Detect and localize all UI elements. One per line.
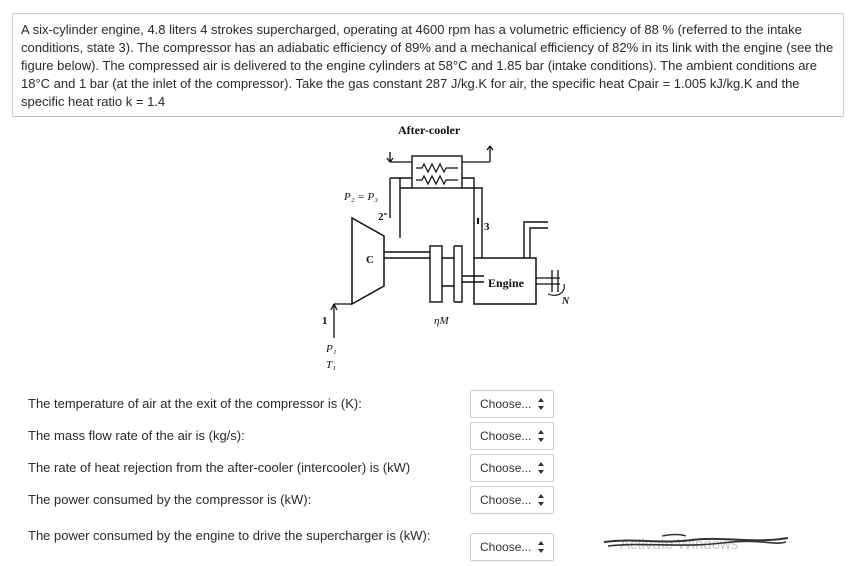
select-value: Choose... [480, 429, 532, 443]
compressor-shaft [384, 252, 430, 258]
problem-statement [12, 13, 844, 117]
engine-label: Engine [488, 276, 525, 290]
answer-select-3[interactable] [470, 454, 554, 482]
inlet-arrow [331, 304, 337, 338]
gear-train [442, 246, 462, 302]
question-label-1: The temperature of air at the exit of the compressor is (K): [28, 396, 362, 411]
answer-select-2[interactable] [470, 422, 554, 450]
exhaust-pipe [524, 222, 548, 258]
question-row-2 [28, 422, 848, 452]
answer-select-1[interactable] [470, 390, 554, 418]
mechanical-efficiency-label: ηM [434, 315, 449, 327]
compressed-air-pipe [390, 178, 412, 238]
question-label-3: The rate of heat rejection from the after-cooler (intercooler) is (kW) [28, 460, 411, 475]
p2-p3-label: P₂ = P₃ [344, 191, 379, 203]
watermark-text: Activate Windows [620, 536, 739, 553]
watermark-scribble [602, 528, 792, 558]
coolant-lines [387, 146, 493, 162]
rpm-label: N [562, 296, 570, 307]
p1-label: P₁ [326, 343, 337, 355]
question-row-4 [28, 486, 848, 516]
diagram-svg [312, 118, 602, 378]
supercharger-diagram [312, 118, 602, 378]
answer-select-4[interactable] [470, 486, 554, 514]
gear-coupling [430, 246, 442, 302]
answer-select-5[interactable] [470, 533, 554, 561]
activate-windows-watermark [602, 528, 792, 558]
rotation-arrow [548, 284, 564, 295]
problem-text: A six-cylinder engine, 4.8 liters 4 strokes supercharged, operating at 4600 rpm has a volumetric efficiency of 88 % (referred to the intake conditions, state 3). The compressor has an adiabatic efficiency of 89% and a mechanical efficiency of 82% in its link with the engine (see the figure below). The compressed air is delivered to the engine cylinders at 58°C and 1.85 bar (intake conditions). The ambient conditions are 18°C and 1 bar (at the inlet of the compressor). Take the gas constant 287 J/kg.K for air, the specific heat Cpair = 1.005 kJ/kg.K and the specific heat ratio k = 1.4 [21, 22, 834, 109]
question-label-5: The power consumed by the engine to drive the supercharger is (kW): [28, 528, 431, 543]
select-value: Choose... [480, 493, 532, 507]
engine-link-shaft [462, 276, 484, 282]
question-label-2: The mass flow rate of the air is (kg/s): [28, 428, 245, 443]
state-1-label: 1 [322, 315, 328, 327]
state-2-label: 2 [378, 211, 384, 223]
after-cooler-label: After-cooler [398, 123, 461, 137]
compressor-label: C [366, 254, 374, 266]
sort-chevrons-icon [537, 397, 545, 411]
select-value: Choose... [480, 461, 532, 475]
select-value: Choose... [480, 397, 532, 411]
coolant-coil-upper [416, 164, 458, 172]
question-label-4: The power consumed by the compressor is (kW): [28, 492, 312, 507]
state-3-label: 3 [484, 221, 490, 233]
sort-chevrons-icon [537, 429, 545, 443]
question-card [12, 6, 852, 566]
sort-chevrons-icon [537, 493, 545, 507]
select-value: Choose... [480, 540, 532, 554]
output-shaft [536, 270, 560, 292]
sort-chevrons-icon [537, 540, 545, 554]
coolant-coil-lower [416, 176, 458, 184]
t1-label: T₁ [326, 359, 336, 371]
question-row-3 [28, 454, 848, 484]
question-row-1 [28, 390, 848, 420]
sort-chevrons-icon [537, 461, 545, 475]
